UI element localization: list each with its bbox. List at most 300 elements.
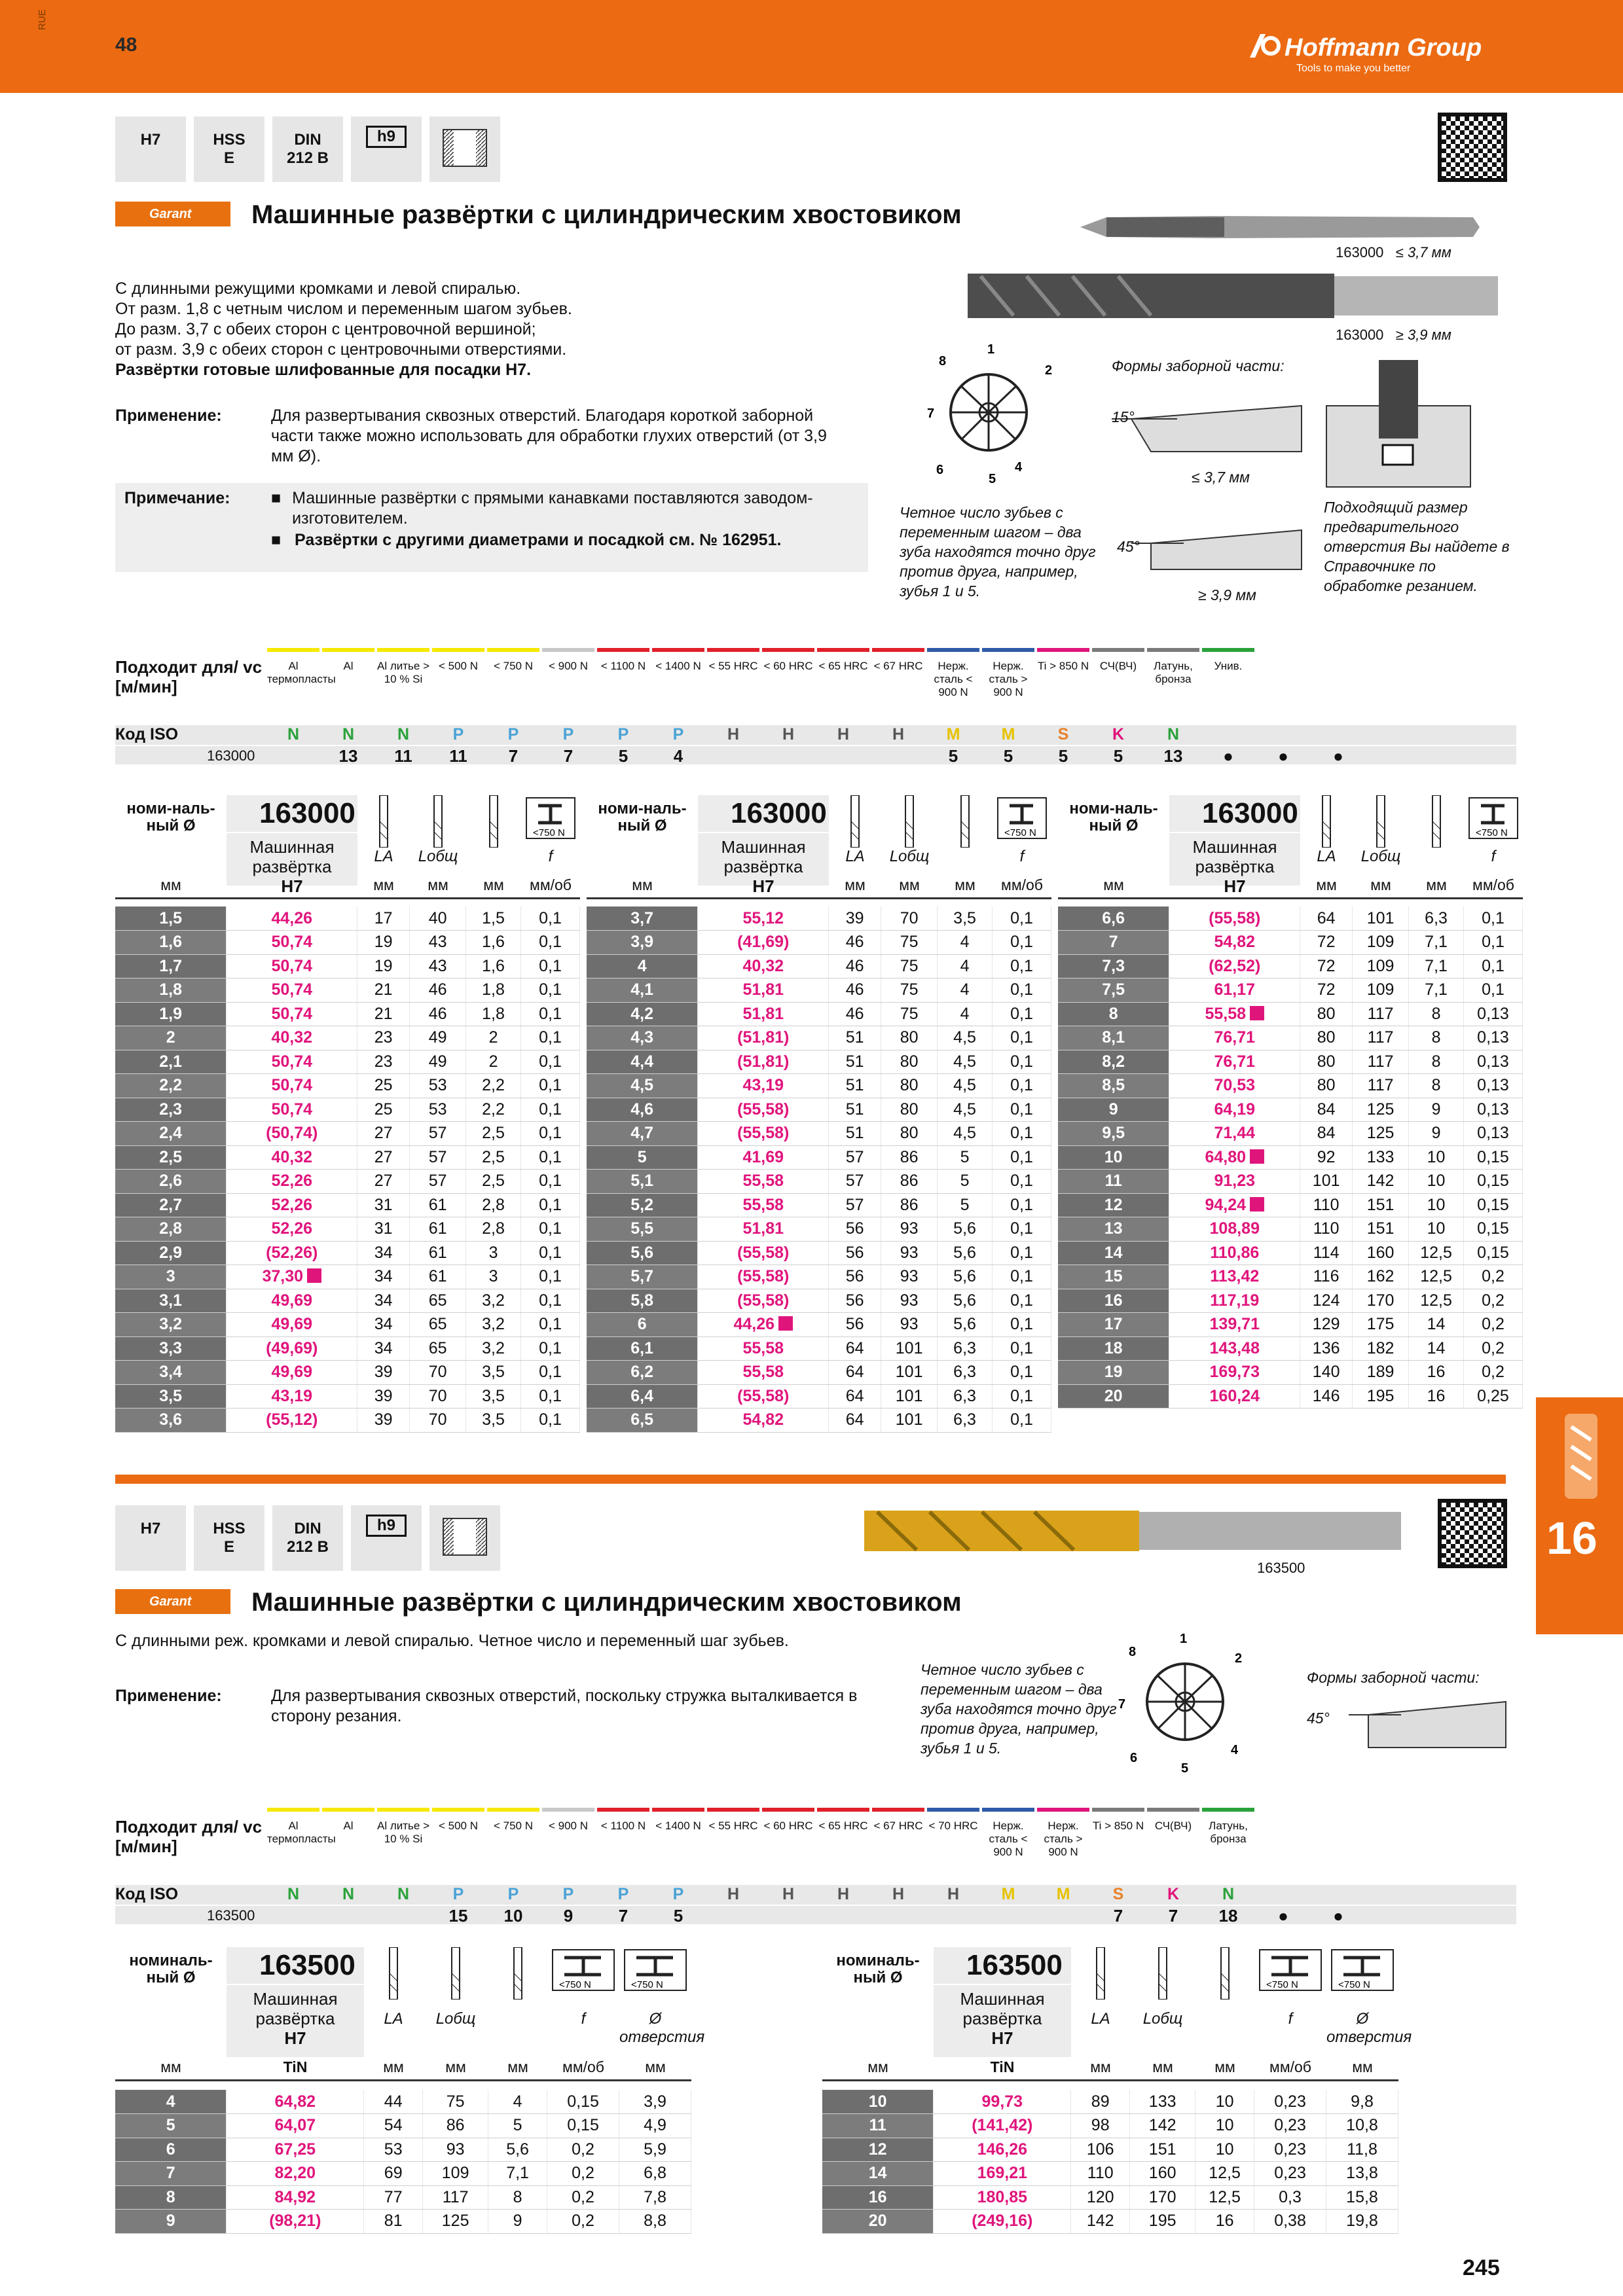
tool-dimension-icon [1217, 1947, 1233, 2000]
table-row: 2 40,32 23 49 2 0,1 [115, 1026, 580, 1050]
img-code-1: 163000 ≤ 3,7 мм [1336, 244, 1451, 260]
table-row: 2,8 52,26 31 61 2,8 0,1 [115, 1217, 580, 1242]
steel-i-beam-icon [525, 797, 576, 840]
header-rule [822, 2079, 1398, 2081]
unit-label: мм/об [1269, 2058, 1311, 2075]
unit-label: мм [373, 876, 394, 893]
pre-hole-caption: Подходящий размер предварительного отверстия Вы найдете в Справочнике по обработке резанием. [1324, 499, 1510, 594]
tooth-caption-2: Четное число зубьев с переменным шагом – два зуба находятся точно друг против друга, например, зубья 1 и 5. [921, 1661, 1117, 1757]
unit-label: мм [160, 876, 181, 893]
svg-text:7: 7 [927, 406, 935, 421]
table-row: 6,6 (55,58) 64 101 6,3 0,1 [1058, 906, 1523, 931]
article-code: 163500 [934, 1947, 1071, 1984]
table-row: 6,5 54,82 64 101 6,3 0,1 [587, 1408, 1051, 1433]
pre-hole-diagram [1320, 360, 1477, 491]
material-color-bar [982, 1808, 1034, 1812]
material-header: < 900 N [548, 1820, 588, 1832]
material-color-bar [432, 1808, 484, 1812]
forms-title: Формы заборной части: [1112, 357, 1285, 374]
table-row: 16 180,85 120 170 12,5 0,3 15,8 [822, 2185, 1398, 2210]
tooth-diagram [917, 334, 1061, 484]
tool-dimension-icon [1319, 795, 1334, 848]
form-45-diagram [1112, 504, 1308, 576]
svg-text:1: 1 [1180, 1632, 1188, 1646]
material-header: < 500 N [438, 1820, 478, 1832]
vc-value: 10 [503, 1906, 523, 1926]
vc-value: 7 [508, 746, 519, 766]
iso-code: P [617, 725, 629, 744]
material-header: Ti > 850 N [1092, 1820, 1144, 1832]
price-marker [1250, 1006, 1264, 1020]
iso-code: P [507, 725, 519, 744]
unit-label: мм [1316, 876, 1337, 893]
table-row: 1,8 50,74 21 46 1,8 0,1 [115, 978, 580, 1003]
unit-label: мм [483, 876, 504, 893]
column-header: LA [1317, 848, 1336, 865]
material-color-bar [597, 648, 649, 652]
svg-text:5: 5 [989, 472, 996, 484]
column-header: f [548, 848, 553, 865]
nominal-header: номи-наль-ный Ø [598, 800, 687, 834]
material-color-bar [377, 1808, 429, 1812]
svg-text:6: 6 [936, 463, 944, 477]
iso-code: S [1112, 1885, 1124, 1903]
badge-h9: h9 [351, 117, 422, 182]
material-header: Нерж. сталь > 900 N [1044, 1820, 1083, 1858]
table-row: 3,9 (41,69) 46 75 4 0,1 [587, 931, 1051, 955]
column-header: Lобщ [889, 848, 930, 865]
usage-text: Для развертывания сквозных отверстий. Благодаря короткой заборной части также можно использовать для обработки глухих отверстий (от 3,9 мм Ø). [271, 406, 827, 465]
nominal-header: номи-наль-ный Ø [1069, 800, 1158, 834]
forms-title-2: Формы заборной части: [1307, 1669, 1480, 1686]
table-row: 7 82,20 69 109 7,1 0,2 6,8 [115, 2162, 691, 2186]
iso-code: N [1167, 725, 1180, 744]
usage-label-2: Применение: [115, 1687, 222, 1705]
reamer-tin-image [864, 1505, 1414, 1558]
tooth-caption: Четное число зубьев с переменным шагом – два зуба находятся точно друг против друга, например, зубья 1 и 5. [900, 504, 1096, 600]
table-row: 5 41,69 57 86 5 0,1 [587, 1145, 1051, 1170]
tool-dimension-icon [510, 1947, 526, 2000]
table-row: 5,6 (55,58) 56 93 5,6 0,1 [587, 1241, 1051, 1265]
table-row: 6,1 55,58 64 101 6,3 0,1 [587, 1336, 1051, 1361]
iso-code: N [287, 725, 300, 744]
iso-code: K [1167, 1885, 1180, 1903]
unit-label: мм [645, 2058, 666, 2075]
table-row: 2,3 50,74 25 53 2,2 0,1 [115, 1098, 580, 1122]
data-table [822, 2090, 1398, 2234]
price-marker [1250, 1197, 1264, 1211]
data-table [115, 906, 580, 1433]
iso-code: P [672, 725, 684, 744]
unit-label: мм [428, 876, 448, 893]
form-angle-2: 45° [1307, 1710, 1330, 1727]
table-row: 12 146,26 106 151 10 0,23 11,8 [822, 2138, 1398, 2162]
svg-text:4: 4 [1015, 460, 1023, 475]
material-color-bar [1147, 648, 1199, 652]
iso-code: P [507, 1885, 519, 1903]
header-rule [115, 2079, 691, 2081]
unit-label: мм [445, 2058, 466, 2075]
table-row: 2,4 (50,74) 27 57 2,5 0,1 [115, 1122, 580, 1146]
product-table [115, 795, 580, 1433]
unit-label: мм [1103, 876, 1124, 893]
table-row: 10 99,73 89 133 10 0,23 9,8 [822, 2090, 1398, 2114]
price-marker [1250, 1149, 1264, 1164]
iso-code: M [1001, 725, 1015, 744]
table-row: 2,9 (52,26) 34 61 3 0,1 [115, 1241, 580, 1265]
table-row: 4,4 (51,81) 51 80 4,5 0,1 [587, 1050, 1051, 1074]
unit-label: мм/об [562, 2058, 604, 2075]
material-header: < 67 HRC [873, 660, 923, 672]
material-color-bar [707, 1808, 759, 1812]
tool-dimension-icon [847, 795, 863, 848]
table-row: 20 160,24 146 195 16 0,25 [1058, 1384, 1523, 1408]
product-name: Машинная развёртка H7 [698, 833, 829, 886]
svg-text:8: 8 [1129, 1645, 1137, 1659]
column-header: Lобщ [435, 2010, 476, 2028]
code-label: 163000 [207, 747, 255, 764]
unit-label: мм/об [530, 876, 572, 893]
data-table [115, 2090, 691, 2234]
iso-code: H [892, 725, 905, 744]
vc-value: 5 [673, 1906, 684, 1926]
material-header: Латунь, бронза [1154, 660, 1193, 685]
section2-title: Машинные развёртки с цилиндрическим хвостовиком [251, 1588, 962, 1617]
section2-description: С длинными реж. кромками и левой спиралью. Четное число и переменный шаг зубьев. [115, 1632, 789, 1650]
data-table [1058, 906, 1523, 1408]
material-header: Al термопласты [267, 660, 336, 685]
suitable-label: Подходит для/ vc [м/мин] [115, 1817, 263, 1856]
material-color-bar [927, 1808, 979, 1812]
material-color-bar [762, 648, 814, 652]
tool-dimension-icon [1373, 795, 1389, 848]
vc-value: 7 [618, 1906, 629, 1926]
material-color-bar [652, 1808, 704, 1812]
unit-label: мм [899, 876, 920, 893]
table-row: 3,5 43,19 39 70 3,5 0,1 [115, 1384, 580, 1408]
iso-code: M [1056, 1885, 1070, 1903]
garant-label-2: Garant [115, 1589, 230, 1614]
material-color-bar [1092, 1808, 1144, 1812]
vc-value: 7 [1168, 1906, 1178, 1926]
section1-title: Машинные развёртки с цилиндрическим хвостовиком [251, 200, 962, 229]
form-45-diagram-2 [1316, 1695, 1512, 1761]
table-row: 5,7 (55,58) 56 93 5,6 0,1 [587, 1265, 1051, 1289]
material-header: < 1100 N [600, 1820, 646, 1832]
svg-text:<750 N: <750 N [559, 1979, 591, 1990]
steel-i-beam-icon [551, 1948, 615, 1992]
table-row: 10 64,80 92 133 10 0,15 [1058, 1145, 1523, 1170]
table-row: 4,1 51,81 46 75 4 0,1 [587, 978, 1051, 1003]
badge-h9-2: h9 [351, 1505, 422, 1571]
table-row: 5,1 55,58 57 86 5 0,1 [587, 1170, 1051, 1194]
vc-value: 18 [1218, 1906, 1238, 1926]
unit-label: мм [845, 876, 866, 893]
svg-text:2: 2 [1045, 363, 1053, 378]
column-header: Lобщ [418, 848, 458, 865]
table-row: 8,2 76,71 80 117 8 0,13 [1058, 1050, 1523, 1074]
iso-code: N [342, 1885, 355, 1903]
tool-dimension-icon [386, 1947, 401, 2000]
iso-code: H [892, 1885, 905, 1903]
column-header: Lобщ [1360, 848, 1401, 865]
tool-dimension-icon [902, 795, 917, 848]
table-row: 4,3 (51,81) 51 80 4,5 0,1 [587, 1026, 1051, 1050]
unit-label: мм [1426, 876, 1447, 893]
svg-text:2: 2 [1235, 1651, 1243, 1666]
form2-angle: 45° [1117, 538, 1140, 555]
column-header: Ø отверстия [1326, 2010, 1412, 2046]
table-row: 9,5 71,44 84 125 9 0,13 [1058, 1122, 1523, 1146]
tool-dimension-icon [486, 795, 501, 848]
material-header: < 1400 N [655, 660, 701, 672]
material-header: < 60 HRC [763, 1820, 813, 1832]
product-table [822, 1947, 1412, 2234]
tool-dimension-icon [957, 795, 973, 848]
vc-value: 5 [1058, 746, 1068, 766]
table-row: 14 110,86 114 160 12,5 0,15 [1058, 1241, 1523, 1265]
material-color-bar [982, 648, 1034, 652]
section-divider [115, 1475, 1506, 1484]
material-header: Нерж. сталь < 900 N [989, 1820, 1028, 1858]
iso-code: H [727, 1885, 740, 1903]
material-header: < 900 N [548, 660, 588, 672]
material-color-bar [487, 648, 539, 652]
vc-value: ● [1278, 1906, 1288, 1926]
table-row: 3,1 49,69 34 65 3,2 0,1 [115, 1289, 580, 1313]
iso-code: H [947, 1885, 960, 1903]
material-header: Al [343, 1820, 354, 1832]
material-header: Ti > 850 N [1037, 660, 1089, 672]
section1-description: С длинными режущими кромками и левой спиралью. От разм. 1,8 с четным числом и переменным шагом зубьев. До разм. 3,7 с обеих сторон с центровочной вершиной; от разм. 3,9 с обеих сторон с центровочными отверстиями. Развёртки готовые шлифованные для посадки H7. [115, 279, 572, 379]
iso-code: K [1112, 725, 1125, 744]
iso-code: P [452, 1885, 464, 1903]
top-page-number: 48 [115, 34, 137, 56]
badge-hss: HSS E [194, 117, 264, 182]
product-name: Машинная развёртка H7 [1169, 833, 1300, 886]
table-row: 17 139,71 129 175 14 0,2 [1058, 1313, 1523, 1337]
article-code: 163000 [1169, 795, 1300, 832]
vc-value: 5 [618, 746, 629, 766]
tool-dimension-icon [430, 795, 446, 848]
unit-label: TiN [990, 2058, 1015, 2075]
badge-din: DIN 212 B [272, 117, 343, 182]
material-header: Нерж. сталь < 900 N [934, 660, 973, 698]
column-header: LA [1091, 2010, 1110, 2028]
table-row: 4 64,82 44 75 4 0,15 3,9 [115, 2090, 691, 2114]
steel-i-beam-icon [996, 797, 1048, 840]
table-row: 14 169,21 110 160 12,5 0,23 13,8 [822, 2162, 1398, 2186]
table-row: 7 54,82 72 109 7,1 0,1 [1058, 931, 1523, 955]
table-row: 19 169,73 140 189 16 0,2 [1058, 1361, 1523, 1385]
vc-value: 7 [1113, 1906, 1123, 1926]
material-color-bar [542, 648, 594, 652]
tool-dimension-icon [1093, 1947, 1108, 2000]
column-header: f [1491, 848, 1496, 865]
note-list: ■ Машинные развёртки с прямыми канавками поставляются заводом-изготовителем. ■ Развёртки с другими диаметрами и посадкой см. № 162951. [271, 489, 813, 549]
column-header: f [1288, 2010, 1293, 2028]
form2-note: ≥ 3,9 мм [1198, 586, 1256, 603]
unit-label: мм [1214, 2058, 1235, 2075]
svg-text:<750 N: <750 N [1266, 1979, 1298, 1990]
vc-value: 4 [673, 746, 684, 766]
unit-label: мм [383, 2058, 404, 2075]
column-header: LA [845, 848, 865, 865]
table-row: 5 64,07 54 86 5 0,15 4,9 [115, 2114, 691, 2138]
table-row: 4,6 (55,58) 51 80 4,5 0,1 [587, 1098, 1051, 1122]
column-header: f [1019, 848, 1025, 865]
svg-text:<750 N: <750 N [1338, 1979, 1370, 1990]
material-color-bar [322, 648, 374, 652]
reamer-large-image [968, 270, 1504, 322]
material-header: < 67 HRC [873, 1820, 923, 1832]
unit-label: мм [1352, 2058, 1373, 2075]
table-row: 8,5 70,53 80 117 8 0,13 [1058, 1074, 1523, 1098]
material-header: Al литье > 10 % Si [377, 1820, 430, 1845]
table-row: 4,2 51,81 46 75 4 0,1 [587, 1002, 1051, 1026]
material-color-bar [1147, 1808, 1199, 1812]
table-row: 4,5 43,19 51 80 4,5 0,1 [587, 1074, 1051, 1098]
material-table-2 [115, 1808, 1516, 1933]
material-color-bar [1202, 1808, 1254, 1812]
data-table [587, 906, 1051, 1433]
iso-code: P [672, 1885, 684, 1903]
vc-value: ● [1333, 1906, 1343, 1926]
material-color-bar [707, 648, 759, 652]
material-header: < 60 HRC [763, 660, 813, 672]
svg-text:6: 6 [1130, 1751, 1138, 1765]
material-color-bar [1092, 648, 1144, 652]
material-color-bar [432, 648, 484, 652]
material-header: Al литье > 10 % Si [377, 660, 430, 685]
table-row: 3,4 49,69 39 70 3,5 0,1 [115, 1361, 580, 1385]
unit-label: мм [1152, 2058, 1173, 2075]
qr-code-icon[interactable] [1438, 113, 1507, 182]
table-row: 3,7 55,12 39 70 3,5 0,1 [587, 906, 1051, 931]
iso-code: H [727, 725, 740, 744]
iso-code: H [837, 1885, 850, 1903]
iso-label: Код ISO [115, 725, 179, 744]
qr-code-icon-2[interactable] [1438, 1499, 1507, 1568]
table-row: 11 91,23 101 142 10 0,15 [1058, 1170, 1523, 1194]
svg-text:<750 N: <750 N [631, 1979, 663, 1990]
iso-code: M [946, 725, 960, 744]
table-row: 5,2 55,58 57 86 5 0,1 [587, 1193, 1051, 1217]
material-color-bar [1037, 648, 1089, 652]
steel-i-beam-icon [1468, 797, 1519, 840]
table-row: 1,6 50,74 19 43 1,6 0,1 [115, 931, 580, 955]
table-row: 6,4 (55,58) 64 101 6,3 0,1 [587, 1384, 1051, 1408]
badge-h7: H7 [115, 117, 186, 182]
material-header: СЧ(ВЧ) [1099, 660, 1137, 672]
material-color-bar [542, 1808, 594, 1812]
hole-icon-2 [429, 1505, 500, 1571]
material-header: Al [343, 660, 354, 672]
steel-i-beam-icon [623, 1948, 687, 1992]
badge-din-2: DIN 212 B [272, 1505, 343, 1571]
table-row: 6,2 55,58 64 101 6,3 0,1 [587, 1361, 1051, 1385]
material-table-1 [115, 648, 1516, 774]
table-row: 3 37,30 34 61 3 0,1 [115, 1265, 580, 1289]
note-label: Примечание: [124, 489, 230, 507]
column-header: f [581, 2010, 586, 2028]
table-row: 15 113,42 116 162 12,5 0,2 [1058, 1265, 1523, 1289]
vc-value: 11 [394, 746, 412, 766]
material-header: Латунь, бронза [1209, 1820, 1248, 1845]
table-row: 6 44,26 56 93 5,6 0,1 [587, 1313, 1051, 1337]
material-color-bar [322, 1808, 374, 1812]
svg-text:<750 N: <750 N [1476, 827, 1508, 838]
product-name: Машинная развёртка H7 [227, 1985, 364, 2057]
header-rule [1058, 897, 1523, 899]
svg-text:7: 7 [1118, 1697, 1126, 1712]
steel-i-beam-icon [1330, 1948, 1395, 1992]
material-color-bar [267, 648, 319, 652]
material-header: < 70 HRC [928, 1820, 978, 1832]
table-row: 6 67,25 53 93 5,6 0,2 5,9 [115, 2138, 691, 2162]
material-header: < 500 N [438, 660, 478, 672]
steel-i-beam-icon [1258, 1948, 1322, 1992]
material-color-bar [267, 1808, 319, 1812]
svg-text:5: 5 [1181, 1761, 1189, 1774]
table-row: 12 94,24 110 151 10 0,15 [1058, 1193, 1523, 1217]
material-header: < 65 HRC [818, 1820, 868, 1832]
material-color-bar [872, 648, 924, 652]
price-marker [307, 1268, 321, 1283]
material-color-bar [597, 1808, 649, 1812]
header-rule [587, 897, 1051, 899]
table-row: 8 84,92 77 117 8 0,2 7,8 [115, 2185, 691, 2210]
iso-code: P [617, 1885, 629, 1903]
table-row: 2,7 52,26 31 61 2,8 0,1 [115, 1193, 580, 1217]
svg-text:<750 N: <750 N [1004, 827, 1036, 838]
iso-label: Код ISO [115, 1885, 179, 1903]
form1-note: ≤ 3,7 мм [1192, 469, 1250, 486]
unit-label: мм/об [1472, 876, 1514, 893]
iso-code: N [1222, 1885, 1235, 1903]
unit-label: мм [160, 2058, 181, 2075]
header-rule [115, 897, 580, 899]
table-row: 20 (249,16) 142 195 16 0,38 19,8 [822, 2210, 1398, 2234]
table-row: 2,2 50,74 25 53 2,2 0,1 [115, 1074, 580, 1098]
hole-icon [429, 117, 500, 182]
table-row: 7,5 61,17 72 109 7,1 0,1 [1058, 978, 1523, 1003]
table-row: 3,3 (49,69) 34 65 3,2 0,1 [115, 1336, 580, 1361]
material-header: < 1400 N [655, 1820, 701, 1832]
drill-icon [1558, 1414, 1604, 1499]
material-color-bar [652, 648, 704, 652]
material-color-bar [1202, 648, 1254, 652]
table-row: 2,6 52,26 27 57 2,5 0,1 [115, 1170, 580, 1194]
material-color-bar [1037, 1808, 1089, 1812]
svg-text:8: 8 [939, 354, 947, 368]
unit-label: мм [955, 876, 976, 893]
brand-tagline: Tools to make you better [1296, 63, 1411, 74]
material-header: < 1100 N [600, 660, 646, 672]
material-color-bar [487, 1808, 539, 1812]
column-header: Lобщ [1142, 2010, 1183, 2028]
tool-dimension-icon [1155, 1947, 1171, 2000]
table-row: 13 108,89 110 151 10 0,15 [1058, 1217, 1523, 1242]
vc-value: 9 [563, 1906, 574, 1926]
material-header: < 55 HRC [708, 1820, 758, 1832]
table-row: 7,3 (62,52) 72 109 7,1 0,1 [1058, 954, 1523, 978]
tool-dimension-icon [1429, 795, 1444, 848]
column-header: Ø отверстия [619, 2010, 705, 2046]
svg-text:1: 1 [987, 342, 995, 357]
unit-label: мм [1090, 2058, 1111, 2075]
material-header: Унив. [1214, 660, 1243, 672]
